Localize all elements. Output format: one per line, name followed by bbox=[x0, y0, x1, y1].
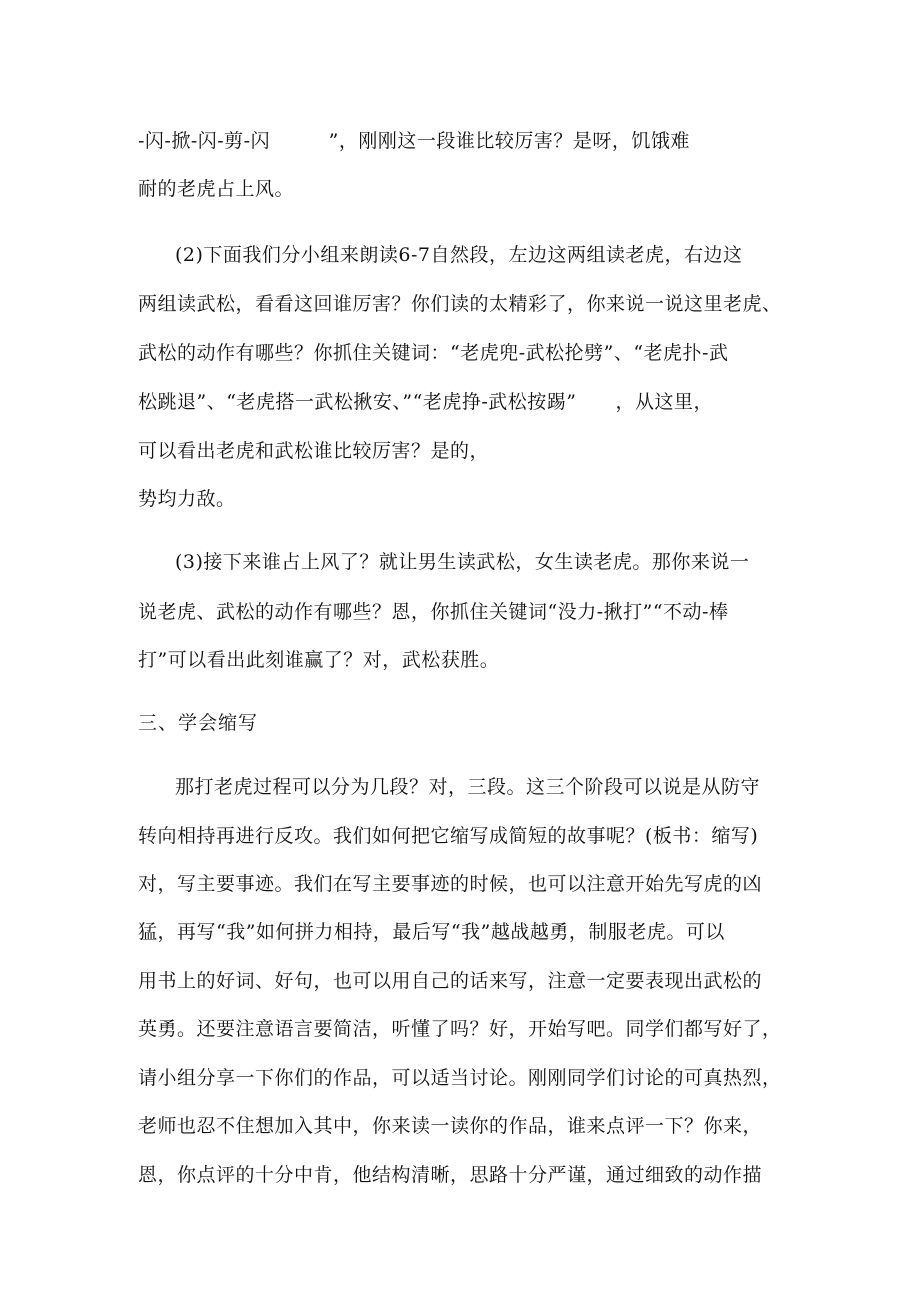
section-heading: 三、学会缩写 bbox=[138, 712, 259, 734]
text-line: 猛，再写“我”如何拼力相持，最后写“我”越战越勇，制服老虎。可以 bbox=[138, 921, 725, 943]
text-line: (3)接下来谁占上风了？就让男生读武松，女生读老虎。那你来说一 bbox=[175, 551, 750, 573]
text-line: 请小组分享一下你们的作品，可以适当讨论。刚刚同学们讨论的可真热烈， bbox=[138, 1067, 782, 1089]
text-line: 那打老虎过程可以分为几段？对，三段。这三个阶段可以说是从防守 bbox=[175, 776, 761, 798]
text-line: 武松的动作有哪些？你抓住关键词：“老虎兜-武松抡劈”、“老虎扑-武 bbox=[138, 342, 729, 364]
text-line: -闪-掀-闪-剪-闪 ”，刚刚这一段谁比较厉害？是呀，饥饿难 bbox=[138, 130, 690, 152]
text-line: 英勇。还要注意语言要简洁，听懂了吗？好，开始写吧。同学们都写好了， bbox=[138, 1018, 782, 1040]
text-line: 松跳退”、“老虎搭一武松揪安、”“老虎挣-武松按踢” ，从这里， bbox=[138, 391, 713, 413]
text-line: 用书上的好词、好句，也可以用自己的话来写，注意一定要表现出武松的 bbox=[138, 970, 763, 992]
text-line: 两组读武松，看看这回谁厉害？你们读的太精彩了，你来说一说这里老虎、 bbox=[138, 293, 782, 315]
text-line: 对，写主要事迹。我们在写主要事迹的时候，也可以注意开始先写虎的凶 bbox=[138, 873, 763, 895]
text-line: 势均力敌。 bbox=[138, 488, 236, 510]
text-line: 打”可以看出此刻谁赢了？对，武松获胜。 bbox=[138, 649, 500, 671]
text-line: 恩，你点评的十分中肯，他结构清晰，思路十分严谨，通过细致的动作描 bbox=[138, 1164, 763, 1186]
text-line: 转向相持再进行反攻。我们如何把它缩写成简短的故事呢？(板书：缩写) bbox=[138, 825, 759, 847]
text-line: 耐的老虎占上风。 bbox=[138, 178, 295, 200]
text-line: 老师也忍不住想加入其中，你来读一读你的作品，谁来点评一下？你来， bbox=[138, 1115, 763, 1137]
text-line: 可以看出老虎和武松谁比较厉害？是的， bbox=[138, 440, 490, 462]
text-line: 说老虎、武松的动作有哪些？恩，你抓住关键词“没力-揪打”“不动-棒 bbox=[138, 601, 729, 623]
text-line: (2)下面我们分小组来朗读6-7自然段，左边这两组读老虎，右边这 bbox=[175, 244, 743, 266]
